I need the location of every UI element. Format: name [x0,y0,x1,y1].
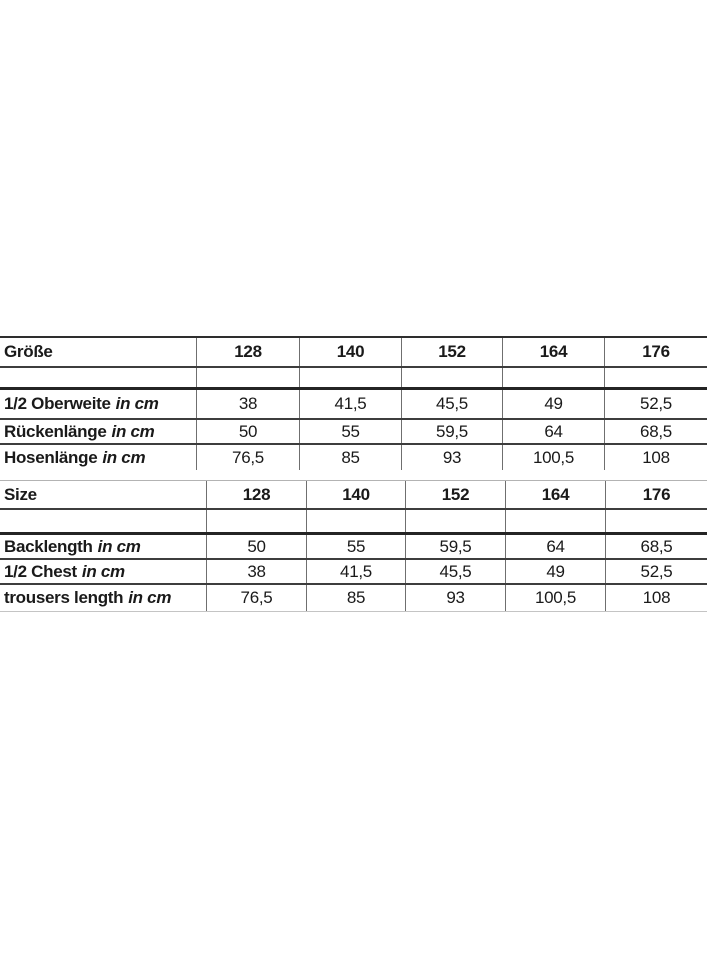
table-cell: 50 [197,420,300,443]
column-header: 152 [402,338,503,366]
table-cell: 49 [503,390,605,418]
measurement-label: 1/2 Oberweite [4,394,111,413]
measurement-label: 1/2 Chest [4,561,77,581]
column-header: 140 [300,338,402,366]
table-cell: 76,5 [197,445,300,470]
spacer-cell [503,368,605,387]
unit-label: in cm [115,394,159,413]
table-row [0,368,707,390]
unit-label: in cm [97,536,141,556]
spacer-cell [300,368,402,387]
spacer-cell [0,368,197,387]
spacer-cell [402,368,503,387]
column-header: 128 [207,481,307,508]
row-label [0,420,197,443]
table-cell: 59,5 [406,535,506,558]
table-row [0,510,707,535]
table-cell: 52,5 [640,394,672,413]
table-cell: 93 [406,585,506,611]
table-cell: 108 [642,447,670,467]
unit-label: in cm [128,588,172,607]
size-table-german [0,336,707,470]
table-cell: 85 [300,445,402,470]
table-cell: 68,5 [640,536,673,556]
measurement-label: Hosenlänge [4,447,98,467]
row-label [0,560,207,583]
table-row [0,585,707,611]
column-header: 164 [506,481,606,508]
table-row [0,560,707,585]
table-cell: 41,5 [307,560,406,583]
table-row [0,338,707,368]
measurement-label: Backlength [4,536,93,556]
table-cell: 100,5 [503,445,605,470]
unit-label: in cm [81,561,125,581]
row-label [0,535,207,558]
table-cell: 38 [197,390,300,418]
table-cell: 59,5 [402,420,503,443]
column-header: 152 [406,481,506,508]
spacer-cell [0,510,207,532]
spacer-cell [307,510,406,532]
column-header: 164 [503,338,605,366]
measurement-label: Rückenlänge [4,421,107,441]
spacer-cell [197,368,300,387]
table-cell: 100,5 [506,585,606,611]
spacer-cell [207,510,307,532]
table-cell: 50 [207,535,307,558]
table-title: Size [0,481,207,508]
spacer-cell [606,510,707,532]
table-title: Größe [0,338,197,366]
table-row [0,420,707,445]
table-cell: 85 [307,585,406,611]
column-header: 128 [197,338,300,366]
table-cell: 76,5 [207,585,307,611]
table-cell: 64 [503,420,605,443]
unit-label: in cm [111,421,155,441]
measurement-label: trousers length [4,588,124,607]
table-row [0,445,707,470]
row-label [0,390,197,418]
table-cell: 45,5 [402,390,503,418]
column-header: 140 [307,481,406,508]
table-cell: 68,5 [640,421,672,441]
table-row [0,481,707,510]
table-cell: 52,5 [640,561,673,581]
table-cell: 55 [307,535,406,558]
row-label [0,585,207,611]
table-cell: 45,5 [406,560,506,583]
unit-label: in cm [102,447,146,467]
table-cell: 38 [207,560,307,583]
row-label [0,445,197,470]
spacer-cell [605,368,707,387]
table-cell: 108 [642,588,671,607]
spacer-cell [506,510,606,532]
table-cell: 64 [506,535,606,558]
column-header: 176 [642,484,671,504]
table-cell: 41,5 [300,390,402,418]
table-cell: 93 [402,445,503,470]
table-row [0,390,707,420]
spacer-cell [406,510,506,532]
column-header: 176 [642,342,670,361]
size-table-english [0,480,707,612]
table-row [0,535,707,560]
table-cell: 49 [506,560,606,583]
table-cell: 55 [300,420,402,443]
